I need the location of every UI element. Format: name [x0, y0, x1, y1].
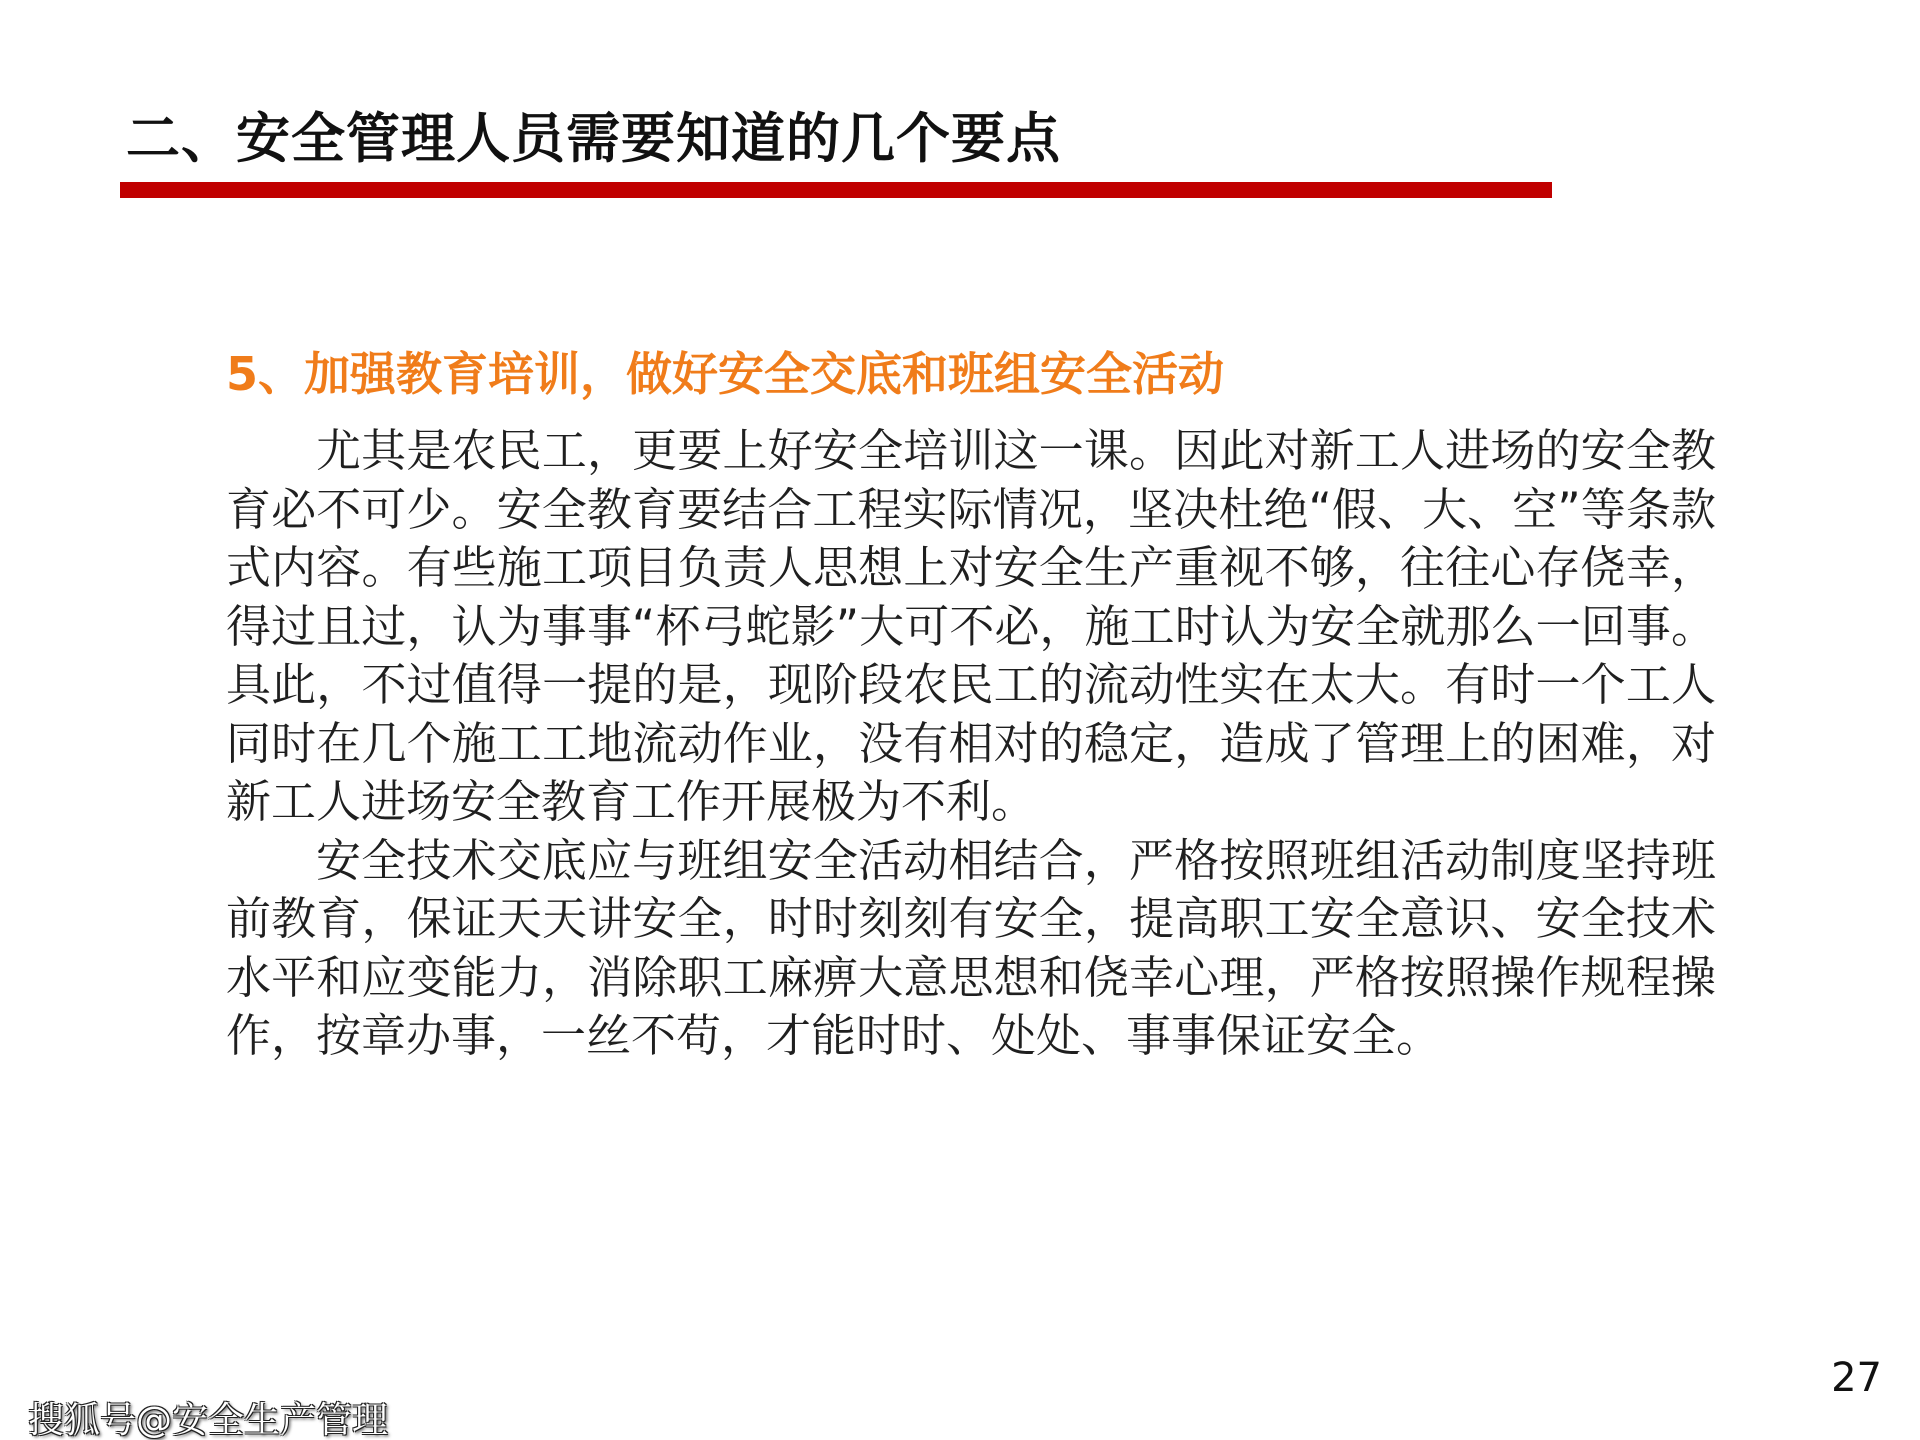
section-heading: 5、加强教育培训，做好安全交底和班组安全活动: [226, 347, 1225, 401]
paragraph-2: 安全技术交底应与班组安全活动相结合，严格按照班组活动制度坚持班前教育，保证天天讲安全，时时刻刻有安全，提高职工安全意识、安全技术水平和应变能力，消除职工麻痹大意思想和侥幸心理，严格按照操作规程操作，按章办事，一丝不苟，才能时时、处处、事事保证安全。: [226, 833, 1716, 1062]
body-text: [226, 422, 1716, 1066]
watermark: 搜狐号@安全生产管理: [28, 1400, 389, 1440]
page-number: 27: [1831, 1355, 1882, 1401]
slide-title: 二、安全管理人员需要知道的几个要点: [126, 107, 1061, 170]
title-divider: [120, 182, 1552, 198]
paragraph-1: 尤其是农民工，更要上好安全培训这一课。因此对新工人进场的安全教育必不可少。安全教育要结合工程实际情况，坚决杜绝“假、大、空”等条款式内容。有些施工项目负责人思想上对安全生产重视不够，往往心存侥幸，得过且过，认为事事“杯弓蛇影”大可不必，施工时认为安全就那么一回事。具此，不过值得一提的是，现阶段农民工的流动性实在太大。有时一个工人同时在几个施工工地流动作业，没有相对的稳定，造成了管理上的困难，对新工人进场安全教育工作开展极为不利。: [226, 424, 1716, 828]
